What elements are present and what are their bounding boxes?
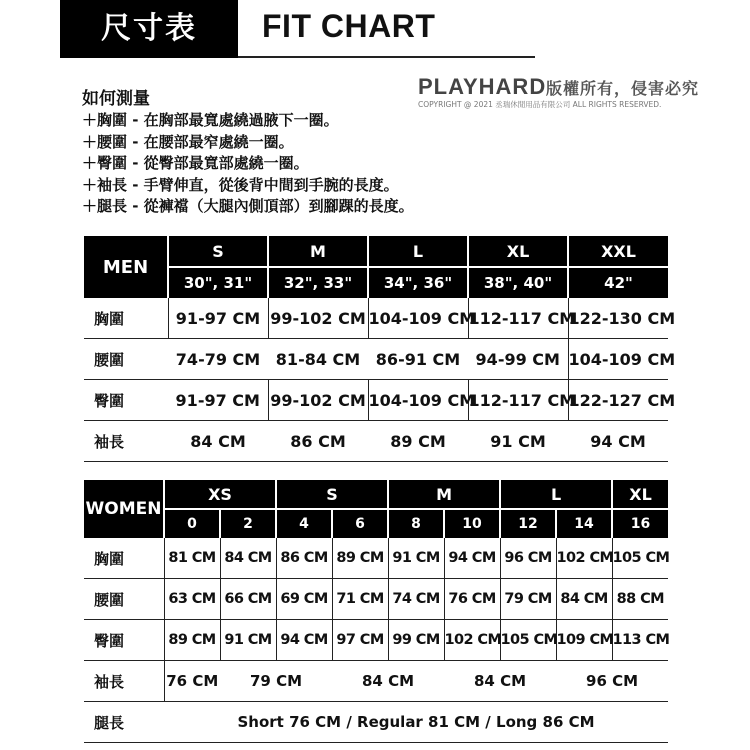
table-cell: 113 CM xyxy=(612,620,668,661)
women-number-header: 10 xyxy=(444,509,500,538)
table-cell: 96 CM xyxy=(500,538,556,579)
table-cell: 112-117 CM xyxy=(468,298,568,339)
brand-logo: PLAYHARD xyxy=(418,74,547,99)
table-cell: 109 CM xyxy=(556,620,612,661)
table-cell: Short 76 CM / Regular 81 CM / Long 86 CM xyxy=(164,702,668,743)
table-cell: 122-130 CM xyxy=(568,298,668,339)
table-row xyxy=(84,339,668,380)
women-number-header: 12 xyxy=(500,509,556,538)
table-cell: 97 CM xyxy=(332,620,388,661)
table-cell: 88 CM xyxy=(612,579,668,620)
table-cell: 94 CM xyxy=(568,421,668,462)
men-size-header: S xyxy=(168,236,268,267)
table-cell: 86 CM xyxy=(268,421,368,462)
copyright-notice: COPYRIGHT @ 2021 丞瑞休閒用品有限公司 ALL RIGHTS RESERVED. xyxy=(418,100,662,109)
table-row xyxy=(84,421,668,462)
men-size-header: M xyxy=(268,236,368,267)
table-cell: 89 CM xyxy=(332,538,388,579)
women-size-table xyxy=(84,480,668,743)
men-size-header: XL xyxy=(468,236,568,267)
table-cell: 69 CM xyxy=(276,579,332,620)
table-cell: 91-97 CM xyxy=(168,380,268,421)
table-cell: 94 CM xyxy=(276,620,332,661)
brand-rights: 版權所有，侵害必究 xyxy=(546,79,700,98)
table-cell: 79 CM xyxy=(220,661,332,702)
row-label-hip: 臀圍 xyxy=(84,380,168,421)
page-title-en: FIT CHART xyxy=(262,8,436,44)
table-cell: 74-79 CM xyxy=(168,339,268,380)
measure-guide-list xyxy=(82,110,414,218)
table-cell: 99-102 CM xyxy=(268,298,368,339)
table-cell: 84 CM xyxy=(220,538,276,579)
women-number-header: 2 xyxy=(220,509,276,538)
table-cell: 105 CM xyxy=(612,538,668,579)
men-size-table xyxy=(84,236,676,462)
table-cell: 66 CM xyxy=(220,579,276,620)
table-cell: 76 CM xyxy=(164,661,220,702)
table-cell: 79 CM xyxy=(500,579,556,620)
women-number-header: 0 xyxy=(164,509,220,538)
table-cell: 81 CM xyxy=(164,538,220,579)
row-label-waist: 腰圍 xyxy=(84,339,168,380)
men-inch-header: 38", 40" xyxy=(468,267,568,298)
row-label-hip: 臀圍 xyxy=(84,620,164,661)
women-size-header: XL xyxy=(612,480,668,509)
women-size-header: XS xyxy=(164,480,276,509)
table-cell: 86 CM xyxy=(276,538,332,579)
table-cell: 102 CM xyxy=(444,620,500,661)
table-cell: 105 CM xyxy=(500,620,556,661)
row-label-chest: 胸圍 xyxy=(84,298,168,339)
men-inch-header: 30", 31" xyxy=(168,267,268,298)
table-cell: 89 CM xyxy=(368,421,468,462)
women-number-header: 8 xyxy=(388,509,444,538)
measure-guide-item: ＋腰圍 - 在腰部最窄處繞一圈。 xyxy=(82,132,294,151)
table-cell: 104-109 CM xyxy=(568,339,668,380)
table-row xyxy=(84,661,668,702)
table-cell: 86-91 CM xyxy=(368,339,468,380)
table-cell: 91 CM xyxy=(388,538,444,579)
row-label-sleeve: 袖長 xyxy=(84,661,164,702)
measure-guide-item: ＋腿長 - 從褲襠（大腿內側頂部）到腳踝的長度。 xyxy=(82,197,414,215)
table-cell: 84 CM xyxy=(332,661,444,702)
men-size-header: XXL xyxy=(568,236,668,267)
table-cell: 94-99 CM xyxy=(468,339,568,380)
measure-guide-item: ＋胸圍 - 在胸部最寬處繞過腋下一圈。 xyxy=(82,111,339,129)
table-cell: 94 CM xyxy=(444,538,500,579)
table-row xyxy=(84,298,668,339)
table-cell: 99-102 CM xyxy=(268,380,368,421)
table-cell: 76 CM xyxy=(444,579,500,620)
table-row xyxy=(84,620,668,661)
measure-guide-item: ＋袖長 - 手臂伸直，從後背中間到手腕的長度。 xyxy=(82,175,399,194)
women-number-header: 16 xyxy=(612,509,668,538)
measure-guide-item: ＋臀圍 - 從臀部最寬部處繞一圈。 xyxy=(82,154,309,172)
row-label-waist: 腰圍 xyxy=(84,579,164,620)
men-inch-header: 34", 36" xyxy=(368,267,468,298)
women-number-header: 4 xyxy=(276,509,332,538)
title-underline xyxy=(238,56,535,58)
table-row xyxy=(84,538,668,579)
table-cell: 74 CM xyxy=(388,579,444,620)
table-row xyxy=(84,579,668,620)
table-cell: 71 CM xyxy=(332,579,388,620)
table-cell: 99 CM xyxy=(388,620,444,661)
table-cell: 96 CM xyxy=(556,661,668,702)
table-cell: 81-84 CM xyxy=(268,339,368,380)
women-label: WOMEN xyxy=(84,480,164,538)
table-cell: 84 CM xyxy=(168,421,268,462)
women-size-header: L xyxy=(500,480,612,509)
table-cell: 91 CM xyxy=(220,620,276,661)
table-cell: 112-117 CM xyxy=(468,380,568,421)
table-cell: 122-127 CM xyxy=(568,380,668,421)
table-cell: 84 CM xyxy=(556,579,612,620)
men-size-header: L xyxy=(368,236,468,267)
men-inch-header: 32", 33" xyxy=(268,267,368,298)
men-inch-header: 42" xyxy=(568,267,668,298)
table-cell: 104-109 CM xyxy=(368,380,468,421)
women-number-header: 14 xyxy=(556,509,612,538)
table-cell: 63 CM xyxy=(164,579,220,620)
row-label-chest: 胸圍 xyxy=(84,538,164,579)
men-label: MEN xyxy=(84,236,168,298)
page-title-cn: 尺寸表 xyxy=(60,0,238,58)
measure-guide-title: 如何測量 xyxy=(82,89,150,109)
table-cell: 91-97 CM xyxy=(168,298,268,339)
row-label-inseam: 腿長 xyxy=(84,702,164,743)
table-cell: 84 CM xyxy=(444,661,556,702)
table-cell: 89 CM xyxy=(164,620,220,661)
table-row xyxy=(84,702,668,743)
table-cell: 104-109 CM xyxy=(368,298,468,339)
row-label-sleeve: 袖長 xyxy=(84,421,168,462)
table-row xyxy=(84,380,668,421)
table-cell: 102 CM xyxy=(556,538,612,579)
women-number-header: 6 xyxy=(332,509,388,538)
women-size-header: M xyxy=(388,480,500,509)
table-cell: 91 CM xyxy=(468,421,568,462)
women-size-header: S xyxy=(276,480,388,509)
